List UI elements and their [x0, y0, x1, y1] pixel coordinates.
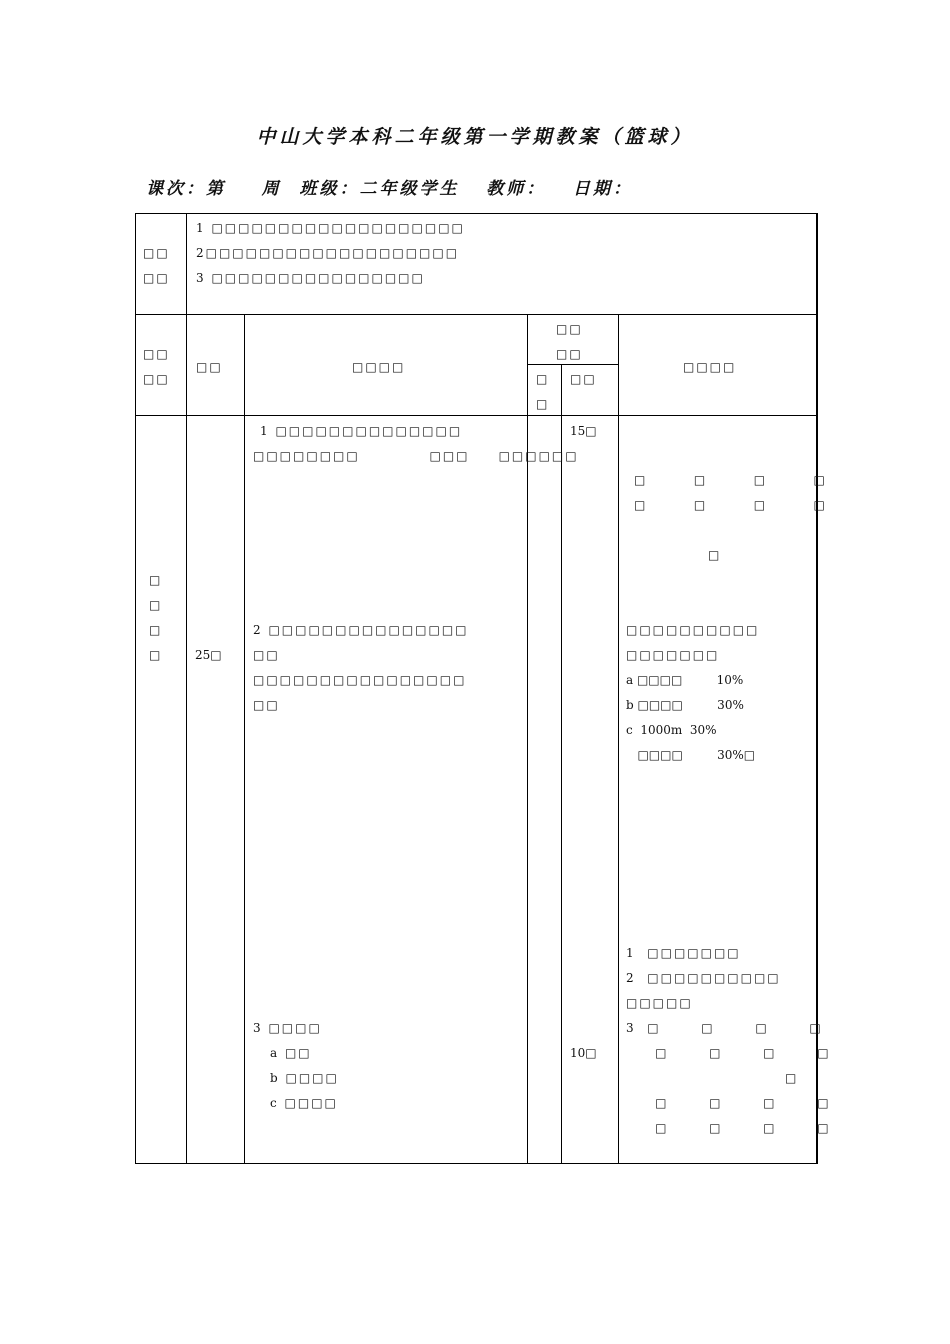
objective-item-3: 3 □□□□□□□□□□□□□□□□ [196, 271, 425, 285]
notes-requirement-1: 1 □□□□□□□ [626, 946, 741, 960]
header-notes-label: □□□□ [683, 360, 737, 374]
notes-assessment-d: □□□□ 30%□ [626, 748, 756, 762]
content-item-2-line-3: □□□□□□□□□□□□□□□□ [253, 673, 467, 687]
notes-assessment-a: a □□□□ 10% [626, 673, 744, 687]
notes-assessment-b: b □□□□ 30% [626, 698, 744, 712]
header-duration-label-2: □□ [556, 347, 583, 361]
notes-assessment-2: □□□□□□□ [626, 648, 720, 662]
header-part-label-1: □□ [143, 347, 170, 361]
notes-formation-b-row-2: □ □ □ □ [626, 1096, 831, 1110]
table-border-top [135, 213, 818, 214]
content-item-2-line-1: 2 □□□□□□□□□□□□□□□ [253, 623, 469, 637]
table-col-divider-5 [618, 314, 619, 1164]
content-item-3-a: a □□ [270, 1046, 312, 1060]
notes-formation-b-mark: □ [785, 1071, 799, 1085]
notes-formation-row-2: □ □ □ □ [634, 498, 827, 512]
table-divider-objectives [135, 314, 818, 315]
notes-assessment-c: c 1000m 30% [626, 723, 717, 737]
notes-formation-b-row-1: □ □ □ □ [626, 1046, 831, 1060]
notes-formation-b-row-3: □ □ □ □ [626, 1121, 831, 1135]
content-item-2-line-2: □□ [253, 648, 280, 662]
table-col-divider-1 [186, 213, 187, 1164]
header-subcol-a-2: □ [536, 397, 550, 411]
section-label-char-2: □ [149, 598, 163, 612]
section-time: 25□ [195, 648, 222, 662]
table-divider-header [135, 415, 818, 416]
notes-requirement-2: 2 □□□□□□□□□□ [626, 971, 781, 985]
objective-item-2: 2□□□□□□□□□□□□□□□□□□□ [196, 246, 460, 260]
notes-teacher-mark: □ [708, 548, 722, 562]
objective-item-1: 1 □□□□□□□□□□□□□□□□□□□ [196, 221, 465, 235]
section-label-char-3: □ [149, 623, 163, 637]
header-time-label: □□ [196, 360, 223, 374]
content-item-1-line-1: 1 □□□□□□□□□□□□□□ [260, 424, 463, 438]
lesson-info-line: 课次：第 周 班级：二年级学生 教师： 日期： [146, 179, 634, 199]
table-divider-time-subheader [527, 364, 618, 365]
time-item-3: 10□ [570, 1046, 597, 1060]
content-item-1-line-2: □□□□□□□□ □□□ □□□□□□ [253, 449, 579, 463]
header-subcol-b: □□ [570, 372, 597, 386]
objectives-label-1: □□ [143, 246, 170, 260]
section-label-char-1: □ [149, 573, 163, 587]
notes-requirement-3: 3 □ □ □ □ [626, 1021, 823, 1035]
objectives-label-2: □□ [143, 271, 170, 285]
content-item-3-head: 3 □□□□ [253, 1021, 322, 1035]
notes-assessment-1: □□□□□□□□□□ [626, 623, 760, 637]
notes-formation-row-1: □ □ □ □ [634, 473, 827, 487]
header-subcol-a-1: □ [536, 372, 550, 386]
table-col-divider-2 [244, 314, 245, 1164]
header-content-label: □□□□ [352, 360, 406, 374]
table-col-divider-3 [527, 314, 528, 1164]
section-label-char-4: □ [149, 648, 163, 662]
table-col-divider-4 [561, 364, 562, 1164]
header-duration-label-1: □□ [556, 322, 583, 336]
table-border-left [135, 213, 136, 1164]
table-border-bottom [135, 1163, 818, 1164]
notes-requirement-2-cont: □□□□□ [626, 996, 693, 1010]
content-item-3-b: b □□□□ [270, 1071, 339, 1085]
content-item-3-c: c □□□□ [270, 1096, 338, 1110]
document-title: 中山大学本科二年级第一学期教案（篮球） [256, 126, 694, 148]
time-item-1: 15□ [570, 424, 597, 438]
header-part-label-2: □□ [143, 372, 170, 386]
content-item-2-line-4: □□ [253, 698, 280, 712]
